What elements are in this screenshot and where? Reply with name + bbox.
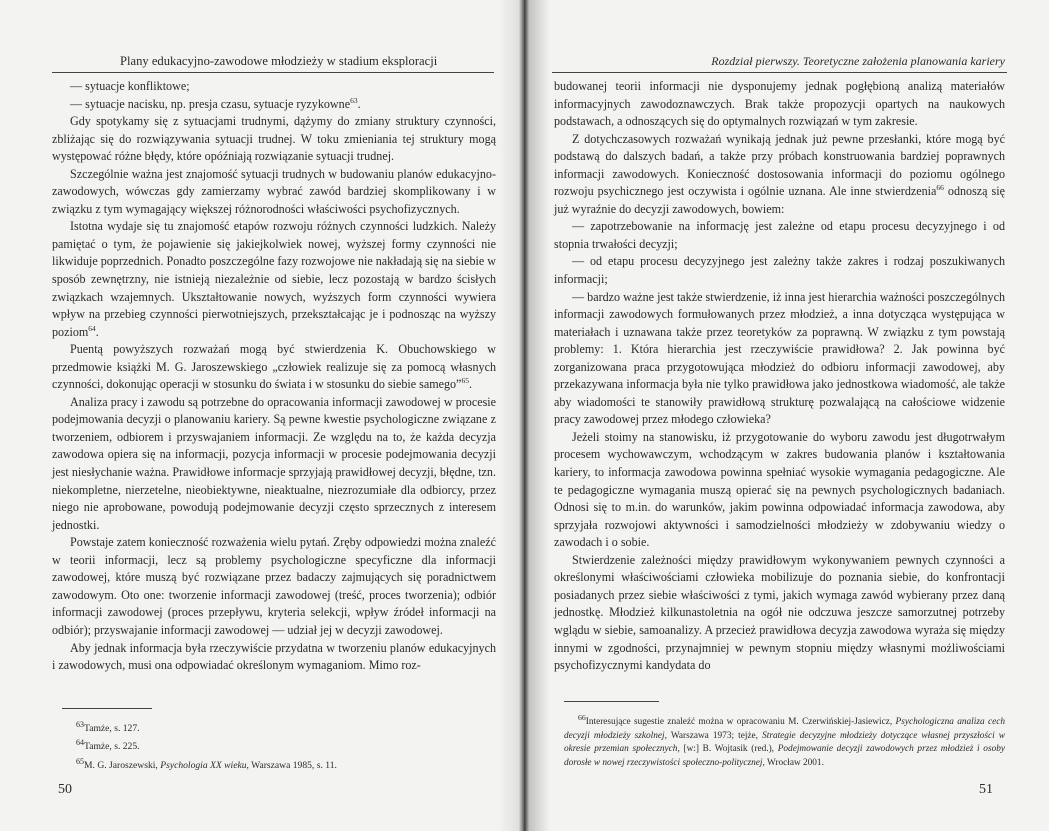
left-header-rule bbox=[52, 72, 494, 73]
footnote-text: , [w:] B. Wojtasik (red.), bbox=[677, 744, 778, 755]
footnote-number: 64 bbox=[76, 738, 84, 748]
left-footnotes bbox=[62, 718, 494, 773]
paragraph: Analiza pracy i zawodu są potrzebne do opracowania informacji zawodowej w procesie podejmowania decyzji o planowaniu kariery. Są pewne kwestie psychologiczne związane z tworzeniem, odbiorem i przyswajaniem informacji. Ze względu na to, że każda decyzja zawodowa opiera się na informacji, pozycja informacji w procesie podejmowania decyzji jest niesłychanie ważna. Prawidłowe informacje sprzyjają prawidłowej decyzji, błędne, tzn. niekompletne, nierzetelne, nieobiektywne, nieaktualne, niezrozumiałe dla odbiorcy, przez niego nie aprobowane, powodują podejmowanie decyzji często sprzecznych z interesem jednostki. bbox=[52, 394, 496, 532]
right-footnotes bbox=[564, 711, 1005, 770]
paragraph bbox=[554, 131, 1005, 219]
footnote-text: , Warszawa 1985, s. 11. bbox=[246, 759, 337, 771]
right-footnote-rule bbox=[564, 701, 659, 702]
list-item: — od etapu procesu decyzyjnego jest zależny także zakres i rodzaj poszukiwanych informacji; bbox=[554, 254, 1005, 287]
left-running-head: Plany edukacyjno-zawodowe młodzieży w stadium eksploracji bbox=[120, 54, 438, 68]
footnote bbox=[62, 718, 494, 736]
left-page bbox=[0, 0, 524, 831]
footnote-book-title: Psychologiczna analiza cech decyzji młodzieży szkolnej bbox=[564, 717, 1006, 741]
paragraph: Istotna wydaje się tu znajomość etapów rozwoju różnych czynności ludzkich. Należy pamiętać o tym, że pojawienie się jakiejkolwiek nowej, wyższej formy czynności nie likwiduje poprzednich. Ponadto poszczególne fazy rozwojowe nie nakładają się na siebie w sposób zewnętrzny, nie istnieją niezależnie od siebie, lecz pozostają w bardzo ścisłych związkach wzajemnych. Ukształtowanie nowych, wyższych form czynności wywiera wpływ na przebieg czynności pierwotniejszych, przekształcając je i podnosząc na wyższy poziom$^{64}$. bbox=[52, 219, 496, 339]
left-footnote-rule bbox=[62, 708, 152, 709]
footnote-book-title: Podejmowanie decyzji zawodowych przez młodzież i osoby dorosłe w nowej rzeczywistości społeczno-politycznej bbox=[564, 744, 1006, 768]
right-body-text bbox=[554, 78, 1005, 675]
page-number-left: 50 bbox=[58, 782, 72, 797]
footnote-text: , Wrocław 2001. bbox=[762, 757, 824, 768]
paragraph-text: Puentą powyższych rozważań mogą być stwierdzenia K. Obuchowskiego w przedmowie książki M. G. Jaroszewskiego „człowiek realizuje się za pomocą własnych czynności, dokonując operacji w stosunku do świata i w stosunku do siebie samego” bbox=[52, 342, 496, 392]
footnote-ref: 64 bbox=[88, 323, 96, 333]
paragraph: Puentą powyższych rozważań mogą być stwierdzenia K. Obuchowskiego w przedmowie książki M. G. Jaroszewskiego „człowiek realizuje się za pomocą własnych czynności, dokonując operacji w stosunku do świata i w stosunku do siebie samego”$^{65}$. bbox=[52, 342, 496, 392]
footnote bbox=[62, 755, 494, 773]
footnote-text: Tamże, s. 127. bbox=[84, 723, 140, 735]
footnote-ref: 63 bbox=[350, 95, 358, 105]
footnote-text: Interesujące sugestie znaleźć można w opracowaniu M. Czerwińskiej-Jasiewicz, bbox=[585, 717, 896, 728]
list-item: — sytuacje nacisku, np. presja czasu, sytuacje ryzykowne$^{63}$. bbox=[70, 95, 361, 111]
paragraph: Powstaje zatem konieczność rozważenia wielu pytań. Zręby odpowiedzi można znaleźć w teorii informacji, lecz są problemy psychologiczne specyficzne dla informacji zawodowej, które muszą być rozwiązane przez badaczy zajmujących się poradnictwem zawodowym. Oto one: tworzenie informacji zawodowej (treść, proces tworzenia); odbiór informacji zawodowej (proces przepływu, kryteria selekcji, wpływ źródeł informacji na odbiór); przyswajanie informacji zawodowej — udział jej w decyzji zawodowej. bbox=[52, 535, 496, 637]
paragraph: Szczególnie ważna jest znajomość sytuacji trudnych w budowaniu planów edukacyjno-zawodowych, wówczas gdy zamierzamy wybrać zawód bardziej skomplikowany i w związku z tym wymagający większej różnorodności właściwości psychofizycznych. bbox=[52, 166, 496, 216]
right-running-head: Rozdział pierwszy. Teoretyczne założenia planowania kariery bbox=[711, 54, 1005, 68]
list-item: — zapotrzebowanie na informację jest zależne od etapu procesu decyzyjnego i od stopnia trwałości decyzji; bbox=[554, 219, 1005, 251]
footnote-text: , Warszawa 1973; tejże, bbox=[664, 730, 763, 741]
footnote-book-title: Strategie decyzyjne młodzieży dotyczące własnej przyszłości w okresie przemian społecznych bbox=[564, 730, 1006, 755]
footnote-book-title: Psychologia XX wieku bbox=[160, 759, 247, 771]
footnote-text: Tamże, s. 225. bbox=[84, 741, 140, 753]
footnote bbox=[62, 736, 494, 754]
page-number-right: 51 bbox=[979, 782, 993, 797]
footnote-ref: 66 bbox=[936, 183, 944, 193]
paragraph: Stwierdzenie zależności między prawidłowym wykonywaniem pewnych czynności a określonymi właściwościami człowieka mobilizuje do poznania siebie, do konfrontacji posiadanych przez siebie właściwości z tymi, jakich wymaga zawód wybierany przez daną jednostkę. Młodzież kilkunastoletnia na ogół nie odczuwa jeszcze samorzutnej potrzeby wglądu w siebie, samoanalizy. A przecież prawidłowa decyzja zawodowa wyraża się między innymi w zgodności, przynajmniej w pewnym stopniu między własnymi możliwościami psychofizycznymi kandydata do bbox=[554, 552, 1005, 673]
left-body-text bbox=[52, 78, 496, 675]
paragraph: Aby jednak informacja była rzeczywiście przydatna w tworzeniu planów edukacyjnych i zawodowych, musi ona odpowiadać określonym wymaganiom. Mimo roz- bbox=[52, 640, 496, 673]
footnote-ref: 65 bbox=[461, 376, 469, 386]
list-item: — bardzo ważne jest także stwierdzenie, iż inna jest hierarchia ważności poszczególnych informacji zawodowych formułowanych przez młodzież, a inna dotycząca występująca w materiałach i uznawana także przez teoretyków za poprawną. W związku z tym powstają problemy: 1. Która hierarchia jest rzeczywiście prawidłowa? 2. Jak powinna być zorganizowana praca przygotowująca młodzież do odbioru informacji zawodowej, aby przekazywana informacja była nie tylko prawidłowa jako jednostkowa wiadomość, ale także aby wiadomości te stanowiły prawidłową strukturę pozwalającą na całościowe widzenie pracy zawodowej przez młodego człowieka? bbox=[554, 289, 1005, 427]
footnote-number: 65 bbox=[76, 756, 84, 766]
right-page bbox=[524, 0, 1049, 831]
paragraph: Gdy spotykamy się z sytuacjami trudnymi, dążymy do zmiany struktury czynności, zbliżając się do rozwiązywania sytuacji trudnej. W toku zmieniania tej struktury mogą występować różne błędy, które opóźniają rozwiązanie sytuacji trudnej. bbox=[52, 114, 496, 164]
paragraph-text: odnoszą się już wyraźnie do decyzji zawodowych, bowiem: bbox=[554, 184, 1005, 216]
list-item: — sytuacje konfliktowe; bbox=[70, 79, 190, 93]
footnote-number: 66 bbox=[578, 713, 586, 722]
paragraph-text: Z dotychczasowych rozważań wynikają jednak już pewne przesłanki, które mogą być podstawą do dalszych badań, a także przy próbach konstruowania bardziej poprawnych informacji zawodowych. Konieczność dostosowania informacji do poziomu ogólnego rozwoju psychicznego jest oczywista i ogólnie uznana. Ale inne stwierdzenia bbox=[554, 131, 1005, 199]
paragraph-text: — sytuacje nacisku, np. presja czasu, sytuacje ryzykowne bbox=[70, 96, 351, 111]
paragraph-text: Istotna wydaje się tu znajomość etapów rozwoju różnych czynności ludzkich. Należy pamiętać o tym, że pojawienie się jakiejkolwiek nowej, wyższej formy czynności nie likwiduje poprzednich. Ponadto poszczególne fazy rozwojowe nie nakładają się na siebie w sposób zewnętrzny, nie istnieją niezależnie od siebie, lecz pozostają w bardzo ścisłych związkach wzajemnych. Ukształtowanie nowych, wyższych form czynności wywiera wpływ na przebieg czynności pierwotniejszych, przekształcając je i podnosząc na wyższy poziom bbox=[52, 219, 496, 339]
right-header-rule bbox=[552, 72, 1007, 73]
footnote bbox=[564, 711, 1005, 770]
footnote-number: 63 bbox=[76, 720, 84, 729]
paragraph: budowanej teorii informacji nie dysponujemy jednak pogłębioną analizą materiałów informacyjnych zawodoznawczych. Brak także propozycji opartych na naukowych podstawach, a odnoszących się do optymalnych rozwiązań w tym zakresie. bbox=[554, 79, 1005, 129]
paragraph: Jeżeli stoimy na stanowisku, iż przygotowanie do wyboru zawodu jest długotrwałym procesem wychowawczym, wchodzącym w zakres budowania planów i kształtowania kariery, to informacja zawodowa powinna spełniać wysokie wymagania pedagogiczne. Ale te pedagogiczne wymagania muszą opierać się na pewnych psychologicznych badaniach. Odnosi się to m.in. do warunków, jakim powinna odpowiadać informacja zawodowa, aby sprzyjała rozwojowi aktywności i samodzielności młodzieży w zdobywaniu wiedzy o zawodach i o sobie. bbox=[554, 429, 1005, 550]
footnote-text: M. G. Jaroszewski, bbox=[84, 759, 161, 771]
